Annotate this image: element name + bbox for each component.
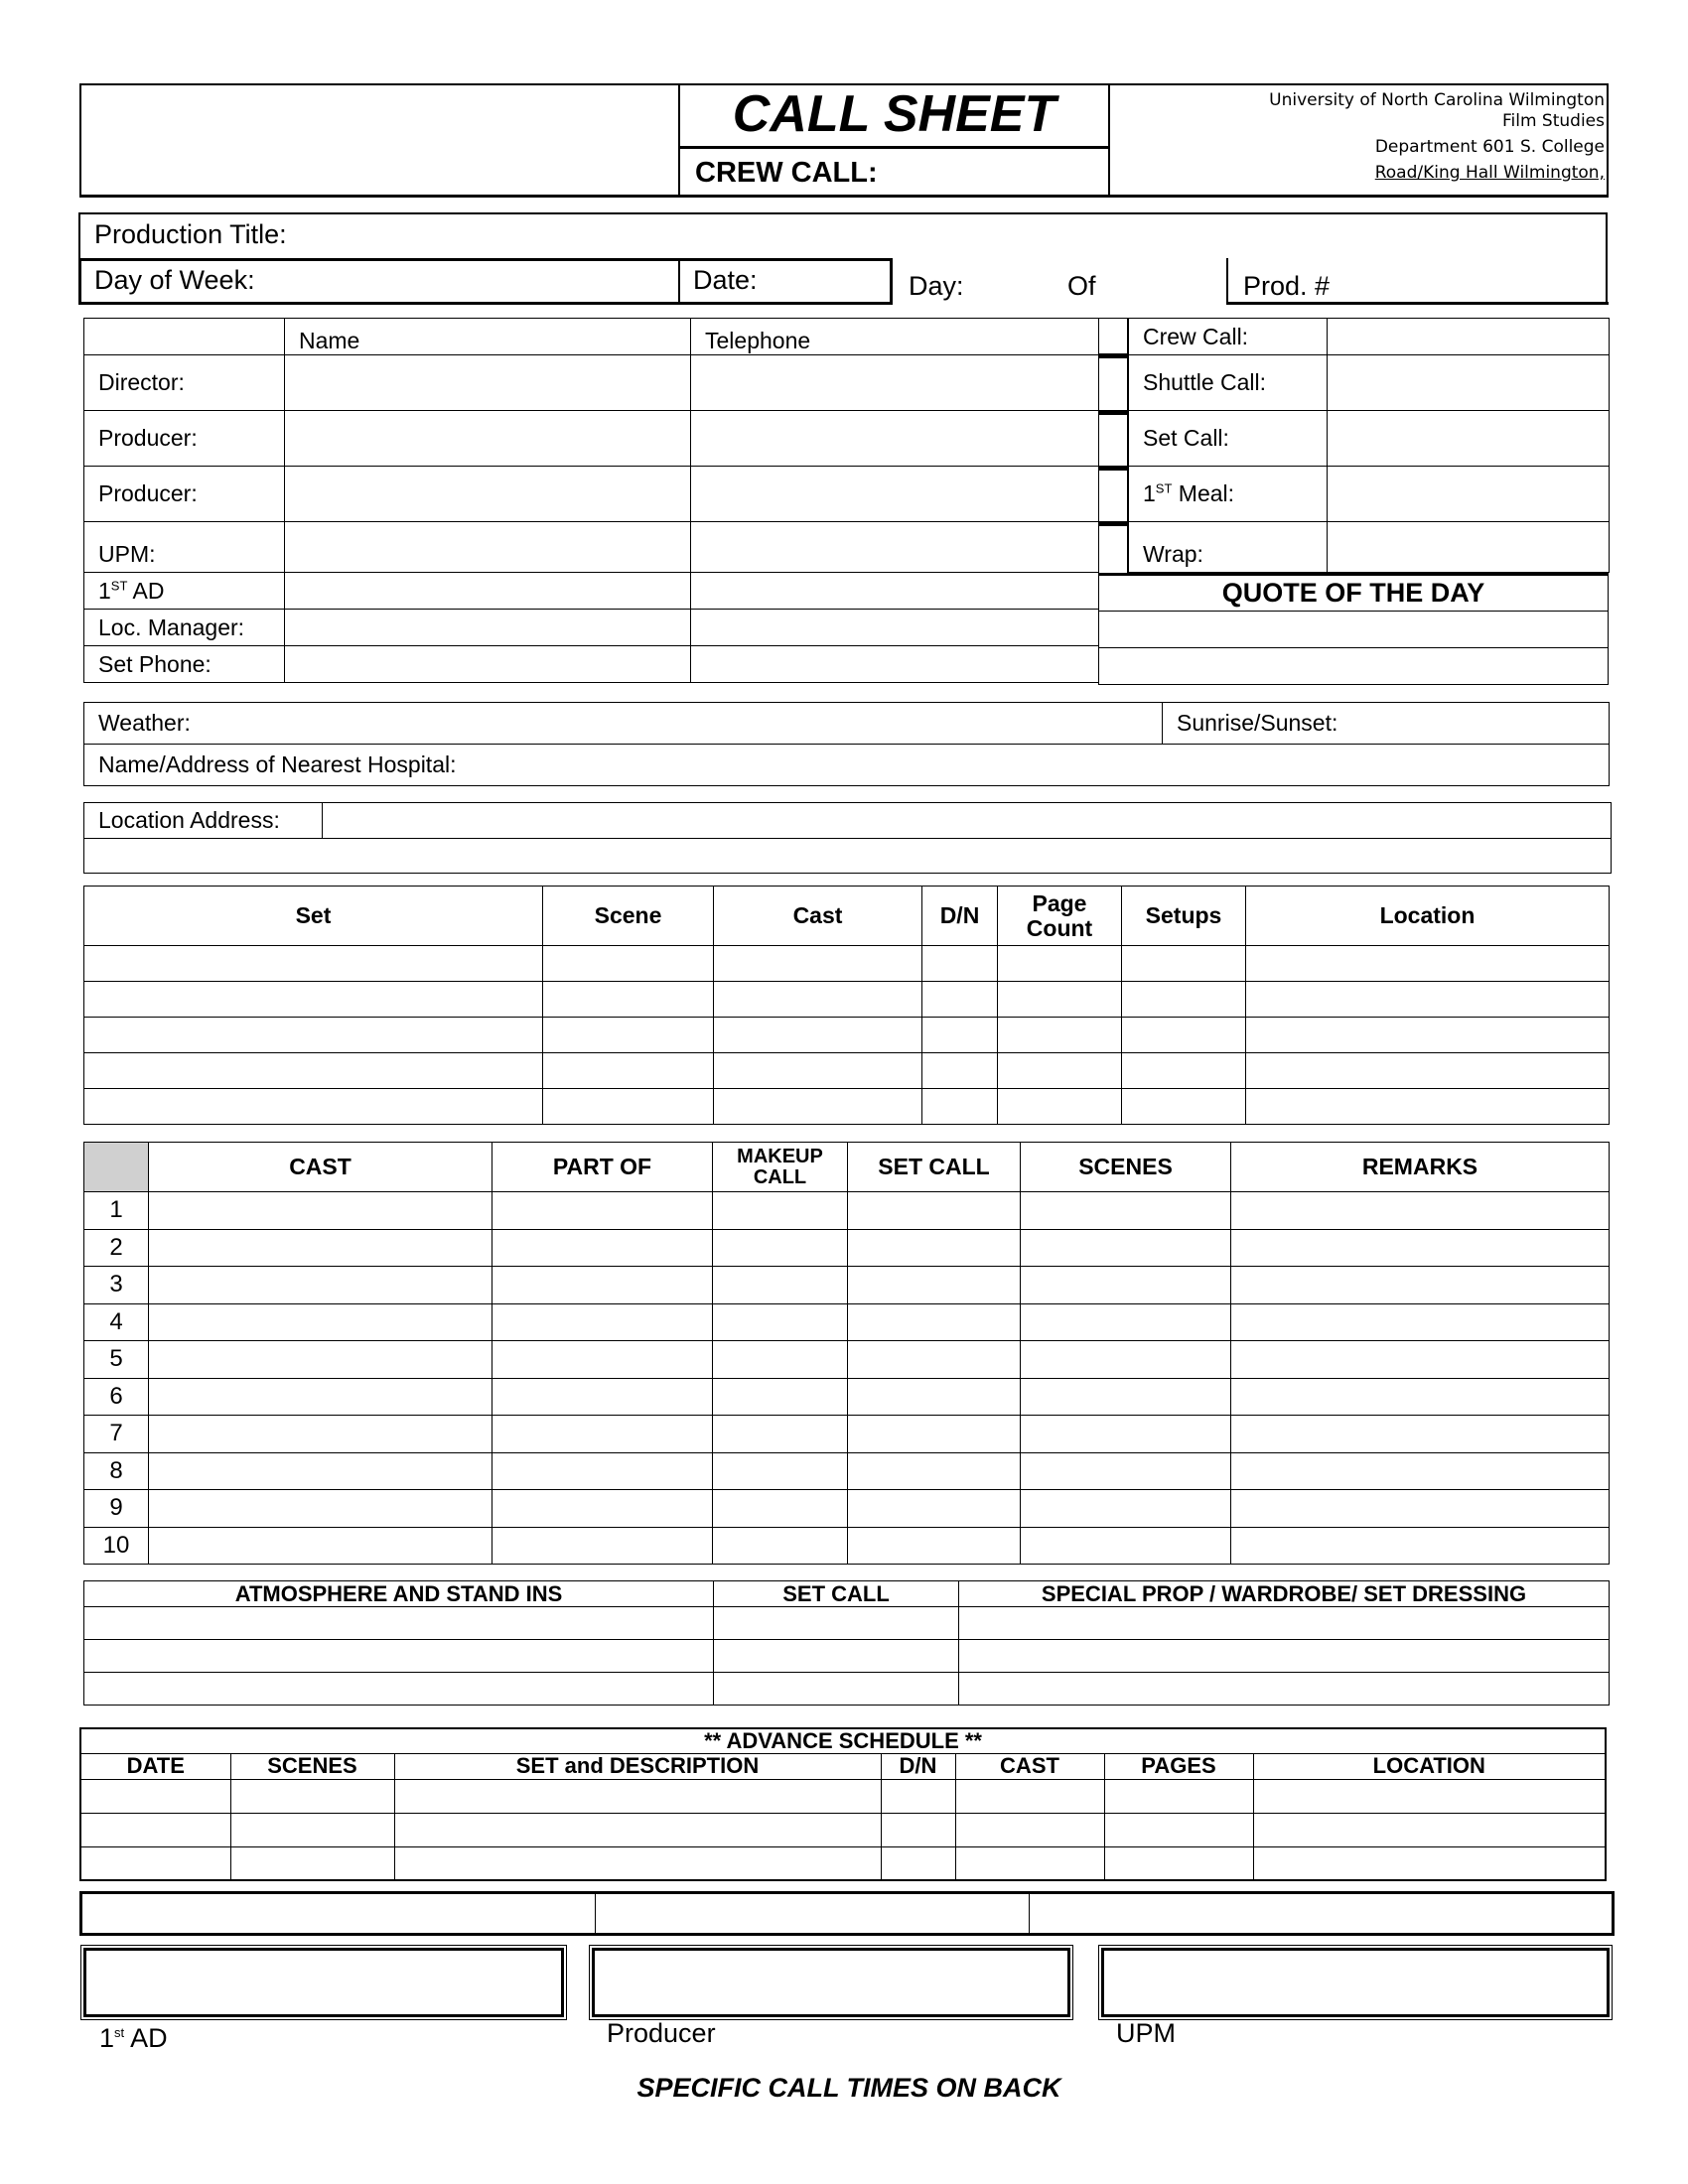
org-line-4: Road/King Hall Wilmington,	[1374, 163, 1605, 183]
producer-signature-box[interactable]	[592, 1948, 1070, 2017]
first-ad-rest: AD	[127, 577, 165, 604]
name-header: Name	[285, 319, 691, 355]
first-meal-value[interactable]	[1328, 467, 1610, 522]
role-producer-2: Producer:	[84, 467, 285, 522]
wrap-value[interactable]	[1328, 522, 1610, 573]
table-row[interactable]	[84, 1267, 1610, 1304]
shuttle-call-value[interactable]	[1328, 355, 1610, 411]
role-set-phone: Set Phone:	[84, 646, 285, 683]
scene-row[interactable]	[84, 1089, 1610, 1125]
table-row[interactable]	[84, 1378, 1610, 1416]
advance-schedule-title: ** ADVANCE SCHEDULE **	[80, 1728, 1606, 1753]
table-row[interactable]	[84, 1192, 1610, 1230]
table-row[interactable]	[80, 1846, 1606, 1880]
date-label: Date:	[693, 265, 758, 295]
sunrise-sunset-label: Sunrise/Sunset:	[1163, 703, 1610, 745]
hospital-label: Name/Address of Nearest Hospital:	[84, 745, 1610, 786]
advance-schedule-table	[79, 1727, 1607, 1881]
cast-header-set-call: SET CALL	[848, 1143, 1021, 1192]
page-title: CALL SHEET	[732, 85, 1056, 143]
table-row[interactable]	[84, 1673, 1610, 1706]
scenes-header-page-count: Page Count	[998, 887, 1122, 946]
atmosphere-header: ATMOSPHERE AND STAND INS	[84, 1581, 714, 1607]
contacts-table	[83, 318, 1099, 683]
crew-call-label: Crew Call:	[1129, 319, 1328, 355]
signature-strip-cell-1[interactable]	[81, 1893, 596, 1935]
location-address-value[interactable]	[323, 803, 1612, 839]
scene-row[interactable]	[84, 1018, 1610, 1053]
production-title-label: Production Title:	[94, 219, 287, 249]
advance-header-set-description: SET and DESCRIPTION	[394, 1753, 881, 1779]
wrap-label: Wrap:	[1129, 522, 1328, 573]
advance-header-date: DATE	[80, 1753, 230, 1779]
quote-table	[1098, 573, 1609, 685]
ad-rest: AD	[124, 2023, 168, 2053]
role-director: Director:	[84, 355, 285, 411]
quote-line-1[interactable]	[1099, 612, 1609, 648]
cast-header-cast: CAST	[149, 1143, 492, 1192]
advance-header-scenes: SCENES	[230, 1753, 394, 1779]
director-phone-cell[interactable]	[691, 355, 1099, 411]
quote-of-the-day-header: QUOTE OF THE DAY	[1099, 575, 1609, 612]
advance-header-pages: PAGES	[1104, 1753, 1253, 1779]
row-number: 7	[84, 1416, 149, 1453]
cast-header-scenes: SCENES	[1021, 1143, 1231, 1192]
scene-row[interactable]	[84, 946, 1610, 982]
atmosphere-set-call-header: SET CALL	[714, 1581, 959, 1607]
table-row[interactable]	[80, 1813, 1606, 1846]
first-ad-signature-box[interactable]	[83, 1948, 564, 2017]
role-loc-manager: Loc. Manager:	[84, 610, 285, 646]
shuttle-call-label: Shuttle Call:	[1129, 355, 1328, 411]
row-number: 3	[84, 1267, 149, 1304]
quote-line-2[interactable]	[1099, 648, 1609, 685]
org-address	[1112, 87, 1605, 186]
row-number: 10	[84, 1527, 149, 1565]
location-address-line-2[interactable]	[84, 839, 1612, 874]
loc-manager-phone-cell[interactable]	[691, 610, 1099, 646]
spacer-tick-2	[1098, 410, 1128, 415]
meal-rest: Meal:	[1172, 480, 1235, 506]
first-meal-label	[1129, 467, 1328, 522]
crew-call-value[interactable]	[1328, 319, 1610, 355]
set-call-label: Set Call:	[1129, 411, 1328, 467]
spacer-tick-3	[1098, 466, 1128, 471]
crew-call-header: CREW CALL:	[695, 157, 878, 189]
table-row[interactable]	[84, 1416, 1610, 1453]
role-producer: Producer:	[84, 411, 285, 467]
weather-label: Weather:	[84, 703, 1163, 745]
org-line-3: Department 601 S. College	[1374, 137, 1605, 157]
meal-sup: ST	[1155, 480, 1173, 496]
conditions-table	[83, 702, 1610, 786]
scenes-header-setups: Setups	[1122, 887, 1246, 946]
footer-note: SPECIFIC CALL TIMES ON BACK	[636, 2073, 1061, 2103]
scenes-header-dn: D/N	[922, 887, 998, 946]
table-row[interactable]	[84, 1452, 1610, 1490]
set-phone-name-cell[interactable]	[285, 646, 691, 683]
director-name-cell[interactable]	[285, 355, 691, 411]
day-label: Day:	[909, 271, 964, 301]
date-divider	[678, 258, 680, 305]
signature-strip	[79, 1891, 1615, 1936]
table-row[interactable]	[84, 1490, 1610, 1528]
table-row[interactable]	[80, 1779, 1606, 1813]
role-first-ad	[84, 573, 285, 610]
location-address-label: Location Address:	[84, 803, 323, 839]
scenes-table	[83, 886, 1610, 1125]
upm-signature-box[interactable]	[1101, 1948, 1610, 2017]
meal-base: 1	[1143, 480, 1156, 506]
scenes-header-scene: Scene	[543, 887, 714, 946]
ad-sup: st	[114, 2025, 125, 2040]
org-line-2: Film Studies	[1501, 111, 1605, 131]
prod-number-label: Prod. #	[1243, 271, 1331, 301]
role-upm: UPM:	[84, 522, 285, 573]
table-row[interactable]	[84, 1640, 1610, 1673]
call-times-table	[1128, 318, 1610, 573]
set-phone-number-cell[interactable]	[691, 646, 1099, 683]
advance-header-dn: D/N	[881, 1753, 955, 1779]
spacer-tick-4	[1098, 521, 1128, 526]
table-row[interactable]	[84, 1303, 1610, 1341]
row-number: 4	[84, 1303, 149, 1341]
scene-row[interactable]	[84, 1053, 1610, 1089]
producer-phone-cell[interactable]	[691, 411, 1099, 467]
row-number: 2	[84, 1229, 149, 1267]
telephone-header: Telephone	[691, 319, 1099, 355]
day-of-week-label: Day of Week:	[94, 265, 255, 295]
row-number: 8	[84, 1452, 149, 1490]
producer-2-phone-cell[interactable]	[691, 467, 1099, 522]
scenes-header-set: Set	[84, 887, 543, 946]
scene-row[interactable]	[84, 982, 1610, 1018]
cast-header-part-of: PART OF	[492, 1143, 713, 1192]
title-underline	[678, 146, 1110, 149]
row-number: 1	[84, 1192, 149, 1230]
special-prop-header: SPECIAL PROP / WARDROBE/ SET DRESSING	[959, 1581, 1610, 1607]
advance-header-location: LOCATION	[1253, 1753, 1606, 1779]
cast-header-remarks: REMARKS	[1231, 1143, 1610, 1192]
table-row[interactable]	[84, 1341, 1610, 1379]
ad-base: 1	[99, 2023, 115, 2053]
signature-strip-cell-2[interactable]	[596, 1893, 1030, 1935]
set-call-value[interactable]	[1328, 411, 1610, 467]
first-ad-phone-cell[interactable]	[691, 573, 1099, 610]
producer-2-name-cell[interactable]	[285, 467, 691, 522]
table-row[interactable]	[84, 1527, 1610, 1565]
upm-signature-label: UPM	[1116, 2018, 1176, 2048]
row-number: 6	[84, 1378, 149, 1416]
first-ad-signature-label	[99, 2015, 168, 2056]
signature-strip-cell-3[interactable]	[1030, 1893, 1614, 1935]
org-line-1: University of North Carolina Wilmington	[1269, 90, 1605, 110]
cast-table	[83, 1142, 1610, 1565]
atmosphere-table	[83, 1580, 1610, 1706]
cast-corner-cell	[84, 1143, 149, 1192]
producer-name-cell[interactable]	[285, 411, 691, 467]
row-number: 9	[84, 1490, 149, 1528]
first-ad-name-cell[interactable]	[285, 573, 691, 610]
spacer-tick-1	[1098, 353, 1128, 358]
contacts-corner-cell	[84, 319, 285, 355]
scenes-header-cast: Cast	[714, 887, 922, 946]
first-ad-base: 1	[98, 577, 111, 604]
cast-header-makeup-call: MAKEUP CALL	[713, 1143, 848, 1192]
upm-phone-cell[interactable]	[691, 522, 1099, 573]
table-row[interactable]	[84, 1229, 1610, 1267]
loc-manager-name-cell[interactable]	[285, 610, 691, 646]
location-address-table	[83, 802, 1612, 874]
first-ad-sup: ST	[110, 577, 128, 593]
scenes-header-location: Location	[1246, 887, 1610, 946]
advance-header-cast: CAST	[955, 1753, 1104, 1779]
upm-name-cell[interactable]	[285, 522, 691, 573]
table-row[interactable]	[84, 1607, 1610, 1640]
of-label: Of	[1067, 271, 1096, 301]
row-number: 5	[84, 1341, 149, 1379]
producer-signature-label: Producer	[607, 2018, 716, 2048]
